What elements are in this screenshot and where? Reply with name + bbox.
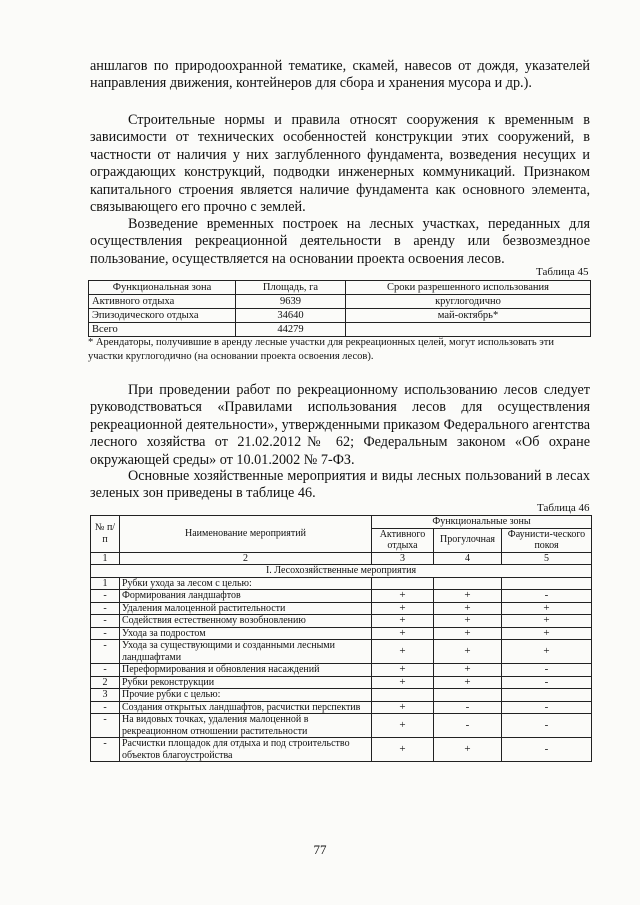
table46-colnum: 2 (120, 552, 372, 565)
table-row (91, 714, 592, 738)
table46-mark-walk (434, 689, 502, 702)
table46-header-fauna: Фаунисти-ческого покоя (502, 528, 592, 552)
table45-header-area: Площадь, га (236, 281, 346, 295)
table46-row-name: Создания открытых ландшафтов, расчистки перспектив (120, 701, 372, 714)
table46-mark-walk: + (434, 602, 502, 615)
table45-header-zone: Функциональная зона (89, 281, 236, 295)
table-row (91, 701, 592, 714)
table45-cell: Эпизодического отдыха (89, 309, 236, 323)
table46-row-name: Переформирования и обновления насаждений (120, 664, 372, 677)
paragraph-5: Основные хозяйственные мероприятия и виды лесных пользований в лесах зеленых зон приведены в таблице 46. (90, 468, 590, 502)
table-46 (90, 515, 592, 762)
table46-mark-active (372, 577, 434, 590)
table-row (91, 738, 592, 762)
table46-row-number: - (91, 615, 120, 628)
table46-mark-active: + (372, 676, 434, 689)
table-row (91, 615, 592, 628)
table46-mark-fauna: - (502, 701, 592, 714)
table46-row-number: - (91, 738, 120, 762)
table46-mark-fauna: - (502, 664, 592, 677)
table46-section-row (91, 565, 592, 578)
table46-row-number: 3 (91, 689, 120, 702)
table-row (89, 295, 591, 309)
table45-cell: Всего (89, 323, 236, 337)
table46-mark-active: + (372, 615, 434, 628)
table46-colnum: 3 (372, 552, 434, 565)
table46-mark-walk: + (434, 738, 502, 762)
table46-mark-active: + (372, 714, 434, 738)
table46-mark-fauna: + (502, 627, 592, 640)
table46-row-name: На видовых точках, удаления малоценной в рекреационном отношении растительности (120, 714, 372, 738)
table46-row-name: Ухода за существующими и созданными лесными ландшафтами (120, 640, 372, 664)
table46-mark-active (372, 689, 434, 702)
table46-mark-fauna: - (502, 714, 592, 738)
table46-row-name: Прочие рубки с целью: (120, 689, 372, 702)
table46-mark-walk: - (434, 701, 502, 714)
table45-caption: Таблица 45 (536, 266, 589, 278)
table-row (89, 323, 591, 337)
table-row (91, 627, 592, 640)
table46-mark-walk: - (434, 714, 502, 738)
table46-mark-fauna: + (502, 602, 592, 615)
table46-row-number: - (91, 627, 120, 640)
table46-row-name: Формирования ландшафтов (120, 590, 372, 603)
table46-mark-fauna (502, 689, 592, 702)
table46-mark-walk (434, 577, 502, 590)
table46-row-number: 2 (91, 676, 120, 689)
table46-row-name: Ухода за подростом (120, 627, 372, 640)
table45-cell: Активного отдыха (89, 295, 236, 309)
table46-mark-fauna (502, 577, 592, 590)
table46-mark-active: + (372, 664, 434, 677)
table46-mark-active: + (372, 602, 434, 615)
table46-row-number: - (91, 701, 120, 714)
table46-header-walk: Прогулочная (434, 528, 502, 552)
table45-header-terms: Сроки разрешенного использования (346, 281, 591, 295)
table46-caption: Таблица 46 (537, 502, 590, 514)
table46-colnum: 1 (91, 552, 120, 565)
table46-mark-fauna: - (502, 738, 592, 762)
table46-mark-fauna: + (502, 615, 592, 628)
paragraph-2: Строительные нормы и правила относят сооружения к временным в зависимости от технических особенностей конструкции этих сооружений, в частности от наличия у них заглубленного фундамента, возведения несущих и ограждающих конструкций, подводки инженерных коммуникаций. Признаком капитального строения является наличие фундамента как основного элемента, связывающего его прочно с землей. (90, 112, 590, 216)
table45-cell: 44279 (236, 323, 346, 337)
table-row (91, 590, 592, 603)
table46-row-name: Содействия естественному возобновлению (120, 615, 372, 628)
table46-row-name: Расчистки площадок для отдыха и под строительство объектов благоустройства (120, 738, 372, 762)
table-row (91, 689, 592, 702)
table46-row-name: Рубки ухода за лесом с целью: (120, 577, 372, 590)
table46-mark-active: + (372, 590, 434, 603)
table46-header-num: № п/п (91, 516, 120, 553)
table46-mark-active: + (372, 738, 434, 762)
page-number: 77 (313, 842, 327, 857)
table46-mark-fauna: - (502, 676, 592, 689)
table46-mark-fauna: + (502, 640, 592, 664)
table46-mark-walk: + (434, 664, 502, 677)
table46-colnum-row (91, 552, 592, 565)
table46-mark-fauna: - (502, 590, 592, 603)
table46-mark-walk: + (434, 590, 502, 603)
table46-row-number: - (91, 714, 120, 738)
paragraph-3: Возведение временных построек на лесных участках, переданных для осуществления рекреационной деятельности в аренду или безвозмездное пользование, осуществляется на основании проекта освоения лесов. (90, 216, 590, 267)
table45-header-row (89, 281, 591, 295)
table45-cell: май-октябрь* (346, 309, 591, 323)
table45-footnote: * Арендаторы, получившие в аренду лесные участки для рекреационных целей, могут использовать эти участки круглогодично (на основании проекта освоения лесов). (88, 337, 555, 362)
table46-mark-walk: + (434, 615, 502, 628)
table46-row-number: - (91, 590, 120, 603)
table46-header-name: Наименование мероприятий (120, 516, 372, 553)
table46-header-row (91, 516, 592, 529)
table46-row-number: - (91, 602, 120, 615)
table46-row-name: Рубки реконструкции (120, 676, 372, 689)
table46-colnum: 5 (502, 552, 592, 565)
paragraph-1: аншлагов по природоохранной тематике, скамей, навесов от дождя, указателей направления движения, контейнеров для сбора и хранения мусора и др.). (90, 58, 590, 92)
table-row (91, 602, 592, 615)
table46-header-zones: Функциональные зоны (372, 516, 592, 529)
table46-mark-walk: + (434, 676, 502, 689)
table46-row-number: 1 (91, 577, 120, 590)
table46-row-number: - (91, 640, 120, 664)
table46-body (91, 577, 592, 762)
table46-section-title: I. Лесохозяйственные мероприятия (91, 565, 592, 578)
table-row (91, 664, 592, 677)
table-45 (88, 280, 591, 337)
table-row (89, 309, 591, 323)
table45-cell: 34640 (236, 309, 346, 323)
table45-cell: 9639 (236, 295, 346, 309)
table46-header-active: Активного отдыха (372, 528, 434, 552)
table46-mark-walk: + (434, 627, 502, 640)
table46-mark-active: + (372, 701, 434, 714)
table45-cell: круглогодично (346, 295, 591, 309)
table46-mark-active: + (372, 627, 434, 640)
table46-mark-walk: + (434, 640, 502, 664)
table-row (91, 577, 592, 590)
table-row (91, 640, 592, 664)
table46-row-number: - (91, 664, 120, 677)
table46-colnum: 4 (434, 552, 502, 565)
table46-mark-active: + (372, 640, 434, 664)
table45-cell (346, 323, 591, 337)
paragraph-4: При проведении работ по рекреационному использованию лесов следует руководствоваться «Правилами использования лесов для осуществления рекреационной деятельности», утвержденными приказом Федерального агентства лесного хозяйства от 21.02.2012№ 62; Федеральным законом «Об охране окружающей среды» от 10.01.2002 № 7-ФЗ. (90, 382, 590, 468)
table-row (91, 676, 592, 689)
table46-row-name: Удаления малоценной растительности (120, 602, 372, 615)
